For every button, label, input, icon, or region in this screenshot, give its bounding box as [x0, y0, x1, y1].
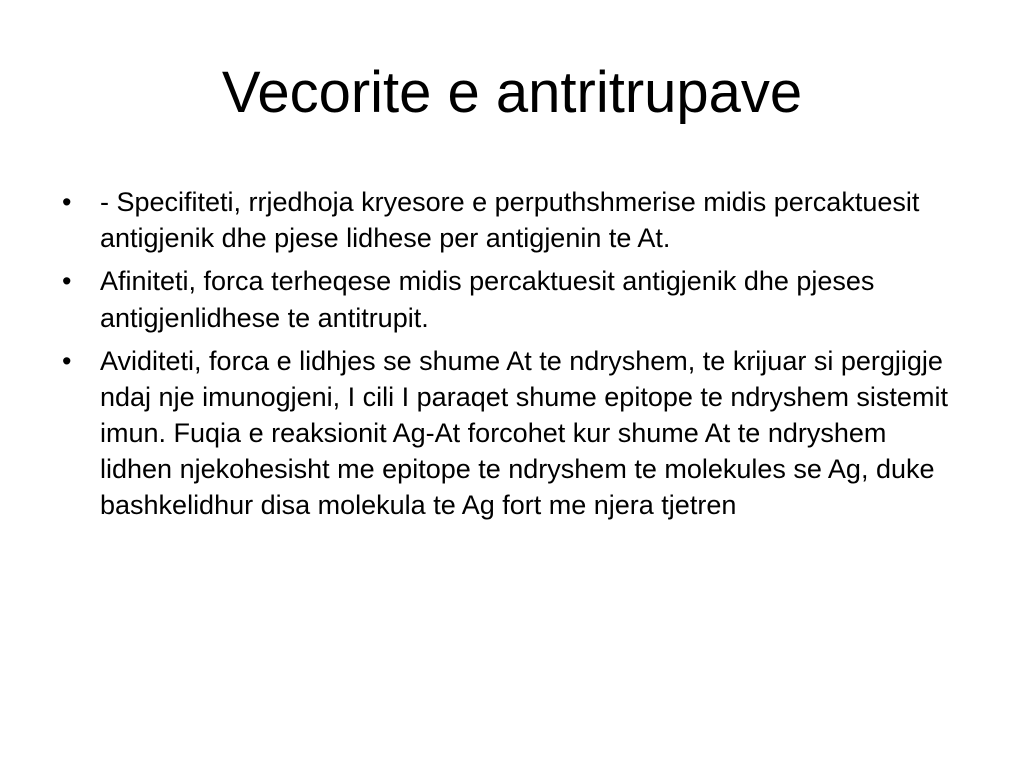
bullet-list [62, 184, 962, 531]
bullet-dot-icon: • [62, 187, 72, 217]
slide-title: Vecorite e antritrupave [221, 60, 803, 125]
bullet-item-specificity [62, 184, 962, 256]
bullet-item-affinity [62, 263, 962, 335]
bullet-text: Afiniteti, forca terheqese midis percaktuesit antigjenik dhe pjeses antigjenlidhese te antitrupit. [100, 266, 875, 333]
bullet-text: Aviditeti, forca e lidhjes se shume At te ndryshem, te krijuar si pergjigje ndaj nje imunogjeni, I cili I paraqet shume epitope te ndryshem sistemit imun. Fuqia e reaksionit Ag-At forcohet kur shume At te ndryshem lidhen njekohesisht me epitope te ndryshem te molekules se Ag, duke bashkelidhur disa molekula te Ag fort me njera tjetren [100, 345, 948, 521]
bullet-dot-icon: • [62, 266, 72, 297]
bullet-item-avidity [62, 343, 962, 524]
bullet-dot-icon: • [62, 345, 72, 376]
bullet-text: - Specifiteti, rrjedhoja kryesore e perputhshmerise midis percaktuesit antigjenik dhe pjese lidhese per antigjenin te At. [100, 187, 920, 254]
